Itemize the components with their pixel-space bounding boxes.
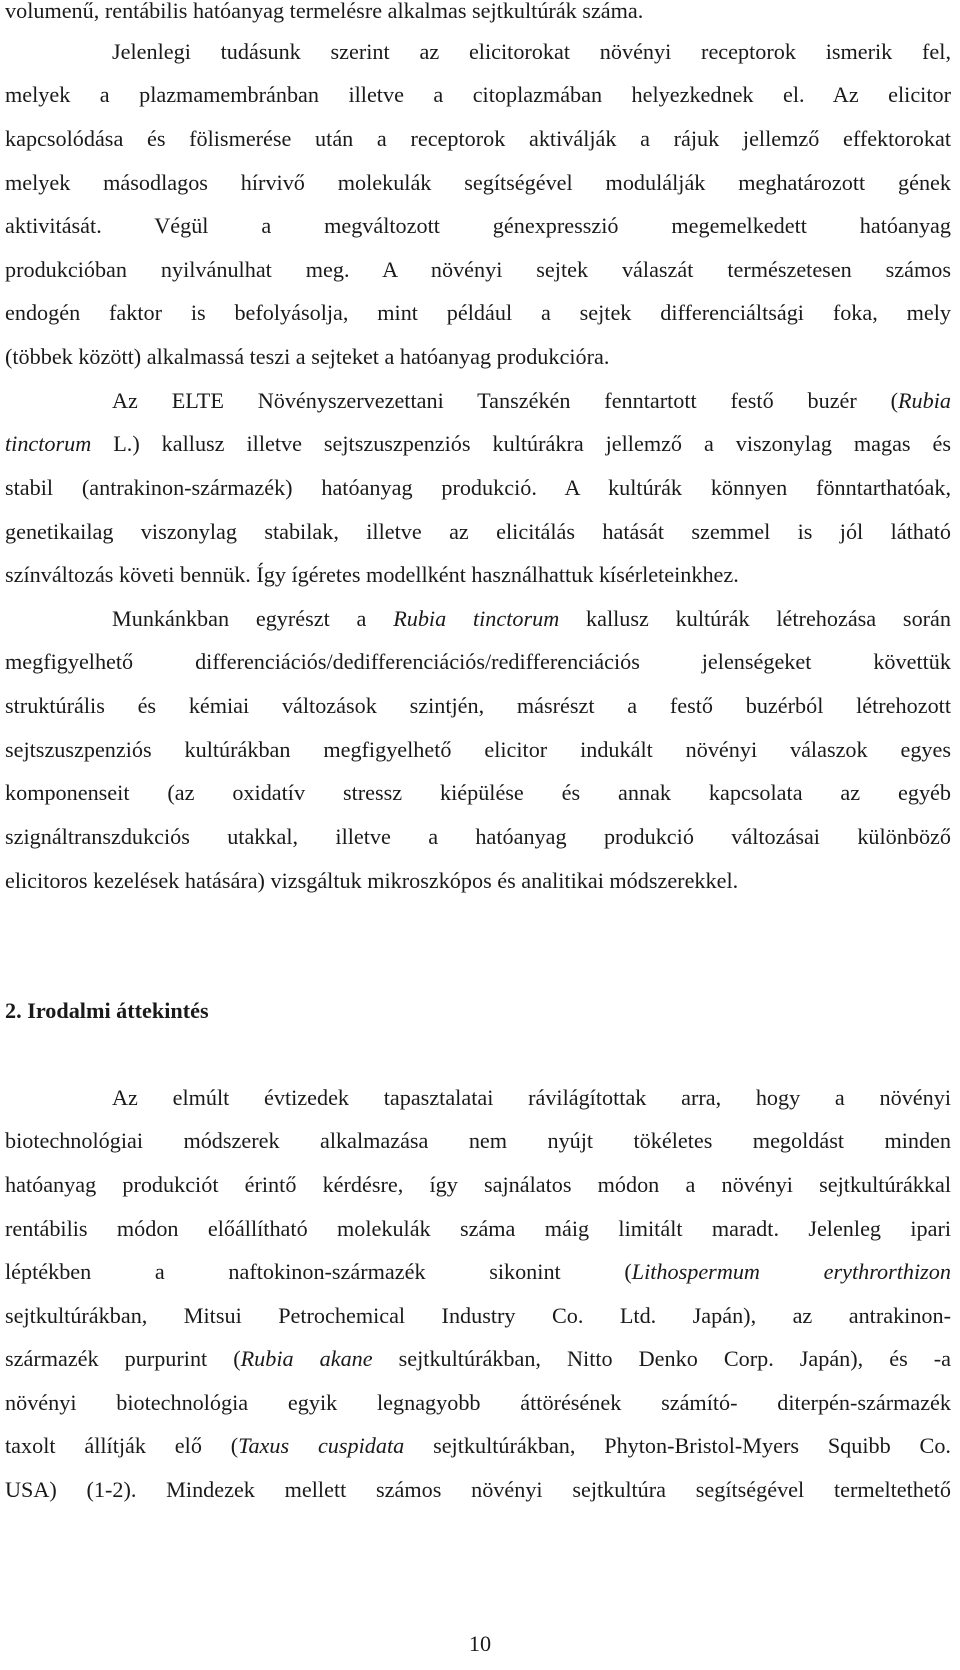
text-line xyxy=(5,1431,951,1461)
text-line xyxy=(112,386,951,416)
text-line: (többek között) alkalmassá teszi a sejteket a hatóanyag produkcióra. xyxy=(5,344,610,369)
text-line: melyek másodlagos hírvivő molekulák segítségével modulálják meghatározott gének xyxy=(5,170,951,195)
page-number: 10 xyxy=(468,1631,492,1656)
text-line: USA) (1-2). Mindezek mellett számos növényi sejtkultúra segítségével termeltethető xyxy=(5,1477,951,1502)
text-line xyxy=(5,1257,951,1287)
text-line: produkcióban nyilvánulhat meg. A növényi sejtek válaszát természetesen számos xyxy=(5,257,951,282)
text-span: taxolt állítják elő ( xyxy=(5,1433,239,1458)
italic-species-name: Taxus cuspidata xyxy=(238,1433,405,1458)
text-line: Jelenlegi tudásunk szerint az elicitorokat növényi receptorok ismerik fel, xyxy=(112,39,951,64)
text-line: biotechnológiai módszerek alkalmazása nem nyújt tökéletes megoldást minden xyxy=(5,1128,951,1153)
text-line xyxy=(5,1344,951,1374)
italic-species-name: Rubia xyxy=(898,388,951,413)
text-line xyxy=(112,604,951,634)
text-span: sejtkultúrákban, Nitto Denko Corp. Japán), és -a xyxy=(372,1346,951,1371)
text-span: sejtkultúrákban, Phyton-Bristol-Myers Squibb Co. xyxy=(404,1433,951,1458)
text-line: sejtszuszpenziós kultúrákban megfigyelhető elicitor indukált növényi válaszok egyes xyxy=(5,737,951,762)
text-line: struktúrális és kémiai változások szintjén, másrészt a festő buzérból létrehozott xyxy=(5,693,951,718)
italic-species-name: Rubia akane xyxy=(240,1346,373,1371)
text-line: rentábilis módon előállítható molekulák száma máig limitált maradt. Jelenleg ipari xyxy=(5,1216,951,1241)
text-span: léptékben a naftokinon-származék sikonint ( xyxy=(5,1259,632,1284)
text-span: kallusz kultúrák létrehozása során xyxy=(559,606,951,631)
text-line: hatóanyag produkciót érintő kérdésre, így sajnálatos módon a növényi sejtkultúrákkal xyxy=(5,1172,951,1197)
italic-species-name: Lithospermum erythrorthizon xyxy=(631,1259,951,1284)
text-line: volumenű, rentábilis hatóanyag termelésre alkalmas sejtkultúrák száma. xyxy=(5,0,644,23)
text-line: színváltozás követi bennük. Így ígéretes modellként használhattuk kísérleteinkhez. xyxy=(5,562,739,587)
text-line: aktivitását. Végül a megváltozott génexpresszió megemelkedett hatóanyag xyxy=(5,213,951,238)
text-line: komponenseit (az oxidatív stressz kiépülése és annak kapcsolata az egyéb xyxy=(5,780,951,805)
text-line: megfigyelhető differenciációs/dedifferenciációs/redifferenciációs jelenségeket követtük xyxy=(5,649,951,674)
text-line: szignáltranszdukciós utakkal, illetve a hatóanyag produkció változásai különböző xyxy=(5,824,951,849)
text-line: stabil (antrakinon-származék) hatóanyag produkció. A kultúrák könnyen fönntarthatóak, xyxy=(5,475,951,500)
text-line: melyek a plazmamembránban illetve a citoplazmában helyezkednek el. Az elicitor xyxy=(5,82,951,107)
section-heading: 2. Irodalmi áttekintés xyxy=(5,998,209,1023)
italic-species-name: tinctorum xyxy=(5,431,92,456)
text-span: származék purpurint ( xyxy=(5,1346,241,1371)
text-line: endogén faktor is befolyásolja, mint például a sejtek differenciáltsági foka, mely xyxy=(5,300,951,325)
text-line xyxy=(5,429,951,459)
text-line: elicitoros kezelések hatására) vizsgáltuk mikroszkópos és analitikai módszerekkel. xyxy=(5,868,739,893)
italic-species-name: Rubia tinctorum xyxy=(393,606,560,631)
text-span: Az ELTE Növényszervezettani Tanszékén fenntartott festő buzér ( xyxy=(112,388,898,413)
text-span: L.) kallusz illetve sejtszuszpenziós kultúrákra jellemző a viszonylag magas és xyxy=(91,431,951,456)
text-line: kapcsolódása és fölismerése után a receptorok aktiválják a rájuk jellemző effektorokat xyxy=(5,126,951,151)
text-span: Munkánkban egyrészt a xyxy=(112,606,394,631)
text-line: sejtkultúrákban, Mitsui Petrochemical Industry Co. Ltd. Japán), az antrakinon- xyxy=(5,1303,951,1328)
text-line: növényi biotechnológia egyik legnagyobb áttörésének számító- diterpén-származék xyxy=(5,1390,951,1415)
text-line: Az elmúlt évtizedek tapasztalatai rávilágítottak arra, hogy a növényi xyxy=(112,1085,951,1110)
text-line: genetikailag viszonylag stabilak, illetve az elicitálás hatását szemmel is jól látható xyxy=(5,519,951,544)
